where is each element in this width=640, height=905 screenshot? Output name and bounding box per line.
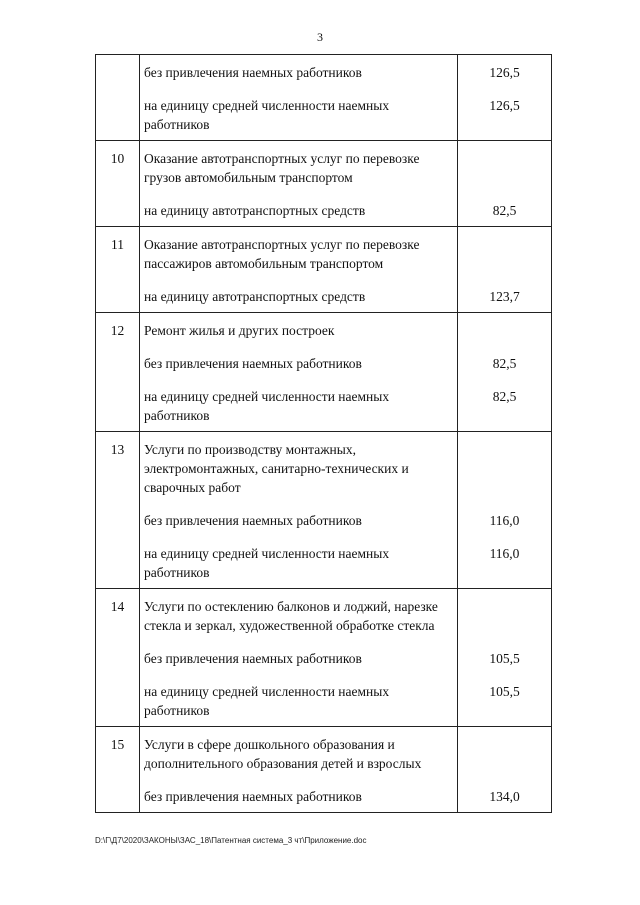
row-value: 116,0 <box>458 536 552 589</box>
row-description: без привлечения наемных работников <box>140 641 458 674</box>
row-value <box>458 313 552 347</box>
table-row <box>96 674 552 727</box>
row-number <box>96 674 140 727</box>
row-description: на единицу средней численности наемных работников <box>140 379 458 432</box>
table-row <box>96 88 552 141</box>
row-number <box>96 193 140 227</box>
row-description: без привлечения наемных работников <box>140 779 458 813</box>
row-value: 134,0 <box>458 779 552 813</box>
row-value <box>458 432 552 504</box>
row-number <box>96 88 140 141</box>
row-description: без привлечения наемных работников <box>140 346 458 379</box>
row-description: Услуги по остеклению балконов и лоджий, нарезке стекла и зеркал, художественной обработке стекла <box>140 589 458 642</box>
row-number <box>96 55 140 89</box>
file-path-footer: D:\Г\Д7\2020\ЗАКОНЫ\ЗАС_18\Патентная система_3 чт\Приложение.doc <box>95 836 367 845</box>
table-row <box>96 346 552 379</box>
table-row <box>96 379 552 432</box>
table-row <box>96 279 552 313</box>
row-number <box>96 279 140 313</box>
row-value: 82,5 <box>458 346 552 379</box>
page-number: 3 <box>317 30 323 44</box>
row-description: без привлечения наемных работников <box>140 55 458 89</box>
row-description: на единицу средней численности наемных работников <box>140 674 458 727</box>
row-description: Оказание автотранспортных услуг по перевозке пассажиров автомобильным транспортом <box>140 227 458 280</box>
row-number: 11 <box>96 227 140 280</box>
row-description: без привлечения наемных работников <box>140 503 458 536</box>
row-description: Услуги в сфере дошкольного образования и дополнительного образования детей и взрослых <box>140 727 458 780</box>
table-row <box>96 193 552 227</box>
table-row <box>96 779 552 813</box>
row-description: на единицу автотранспортных средств <box>140 193 458 227</box>
row-description: на единицу средней численности наемных работников <box>140 88 458 141</box>
row-description: Ремонт жилья и других построек <box>140 313 458 347</box>
row-number <box>96 503 140 536</box>
table-row <box>96 727 552 780</box>
row-value <box>458 727 552 780</box>
row-value <box>458 141 552 194</box>
row-number <box>96 641 140 674</box>
row-number: 12 <box>96 313 140 347</box>
row-value: 126,5 <box>458 55 552 89</box>
row-number: 10 <box>96 141 140 194</box>
row-value: 126,5 <box>458 88 552 141</box>
row-number: 14 <box>96 589 140 642</box>
row-number <box>96 346 140 379</box>
table-row <box>96 641 552 674</box>
tariff-table <box>95 54 552 813</box>
row-value: 116,0 <box>458 503 552 536</box>
table-body <box>96 55 552 813</box>
row-value: 123,7 <box>458 279 552 313</box>
row-number <box>96 379 140 432</box>
row-description: Оказание автотранспортных услуг по перевозке грузов автомобильным транспортом <box>140 141 458 194</box>
row-value: 82,5 <box>458 379 552 432</box>
row-description: Услуги по производству монтажных, электромонтажных, санитарно-технических и сварочных работ <box>140 432 458 504</box>
table-row <box>96 55 552 89</box>
row-value: 82,5 <box>458 193 552 227</box>
table-row <box>96 141 552 194</box>
row-number: 15 <box>96 727 140 780</box>
row-number: 13 <box>96 432 140 504</box>
table-row <box>96 536 552 589</box>
row-description: на единицу автотранспортных средств <box>140 279 458 313</box>
table-row <box>96 313 552 347</box>
row-number <box>96 779 140 813</box>
row-value: 105,5 <box>458 674 552 727</box>
row-description: на единицу средней численности наемных работников <box>140 536 458 589</box>
row-value <box>458 227 552 280</box>
table-row <box>96 503 552 536</box>
table-row <box>96 432 552 504</box>
row-number <box>96 536 140 589</box>
row-value <box>458 589 552 642</box>
table-row <box>96 227 552 280</box>
table-row <box>96 589 552 642</box>
row-value: 105,5 <box>458 641 552 674</box>
